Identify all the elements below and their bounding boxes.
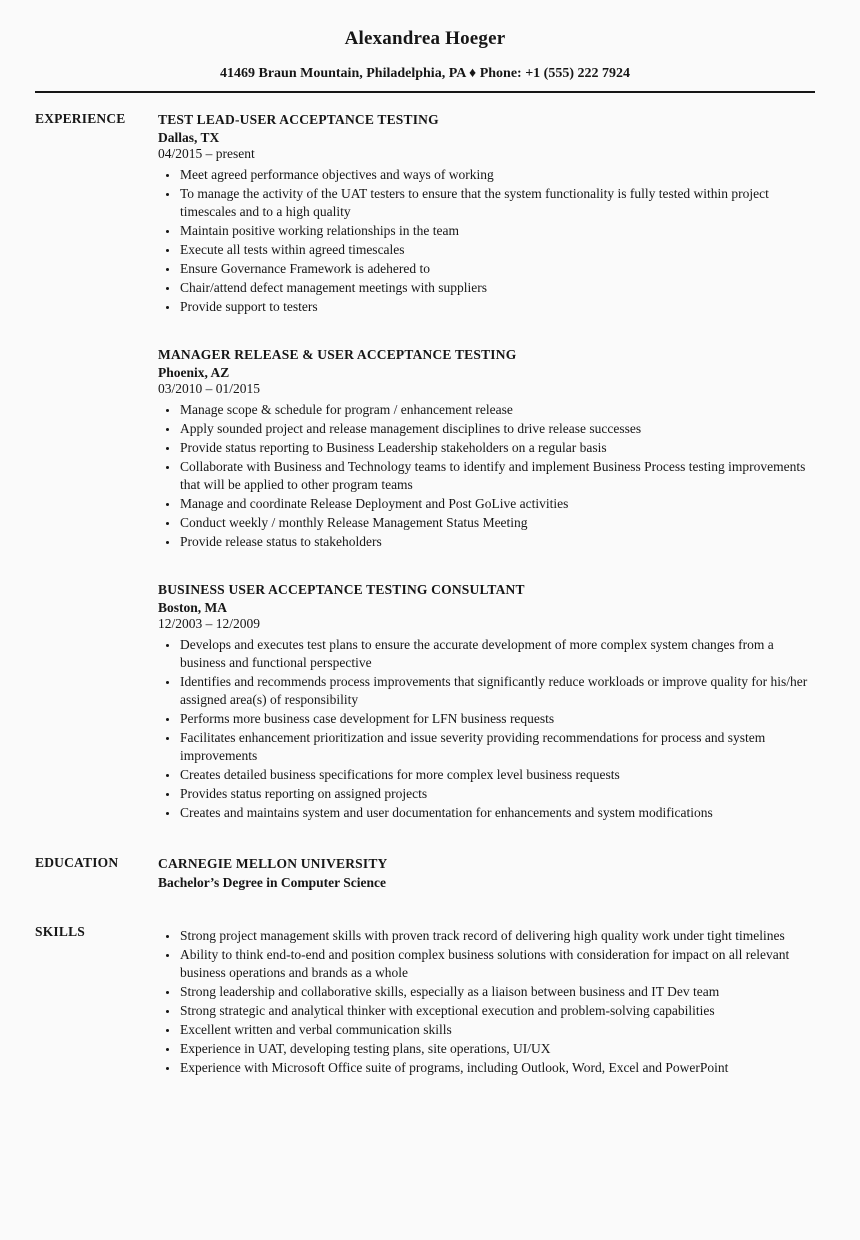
- job-dates: 04/2015 – present: [158, 146, 255, 161]
- bullet-list: [158, 636, 815, 822]
- section-label: EXPERIENCE: [35, 111, 126, 126]
- bullet-item: • Develops and executes test plans to ensure the accurate development of more complex system changes from a business and functional perspective: [179, 636, 815, 672]
- bullet-item: • Strong project management skills with proven track record of delivering high quality work under tight timelines: [179, 927, 815, 945]
- job-dates: 03/2010 – 01/2015: [158, 381, 261, 396]
- person-name: Alexandrea Hoeger: [344, 28, 506, 49]
- section-label: EDUCATION: [35, 855, 119, 870]
- resume-header: [35, 28, 815, 82]
- bullet-list: [158, 166, 815, 316]
- section-body: [158, 110, 815, 823]
- bullet-item: • Experience with Microsoft Office suite of programs, including Outlook, Word, Excel and PowerPoint: [179, 1059, 815, 1077]
- bullet-item: • To manage the activity of the UAT testers to ensure that the system functionality is fully tested within project timescales and to a high quality: [179, 185, 815, 221]
- job-title: TEST LEAD-USER ACCEPTANCE TESTING: [158, 112, 439, 127]
- bullet-item: • Provide support to testers: [179, 298, 815, 316]
- resume-entry: [158, 927, 815, 1077]
- bullet-item: • Maintain positive working relationships in the team: [179, 222, 815, 240]
- job-title: BUSINESS USER ACCEPTANCE TESTING CONSULTANT: [158, 582, 525, 597]
- bullet-item: • Creates and maintains system and user documentation for enhancements and system modifications: [179, 804, 815, 822]
- bullet-item: • Provide status reporting to Business Leadership stakeholders on a regular basis: [179, 439, 815, 457]
- bullet-item: • Manage and coordinate Release Deployment and Post GoLive activities: [179, 495, 815, 513]
- job-location: Phoenix, AZ: [158, 365, 230, 380]
- section-body: [158, 923, 815, 1078]
- bullet-item: • Provides status reporting on assigned projects: [179, 785, 815, 803]
- bullet-item: • Excellent written and verbal communication skills: [179, 1021, 815, 1039]
- job-subtitle: Bachelor’s Degree in Computer Science: [158, 875, 386, 890]
- bullet-item: • Performs more business case development for LFN business requests: [179, 710, 815, 728]
- bullet-item: • Chair/attend defect management meetings with suppliers: [179, 279, 815, 297]
- bullet-item: • Strong leadership and collaborative skills, especially as a liaison between business and IT Dev team: [179, 983, 815, 1001]
- bullet-item: • Creates detailed business specifications for more complex level business requests: [179, 766, 815, 784]
- job-location: Boston, MA: [158, 600, 228, 615]
- section-body: [158, 854, 815, 892]
- contact-line: 41469 Braun Mountain, Philadelphia, PA ♦ Phone: +1 (555) 222 7924: [219, 66, 630, 81]
- resume-section: [35, 110, 815, 823]
- resume-entry: [158, 345, 815, 551]
- bullet-item: • Identifies and recommends process improvements that significantly reduce workloads or improve quality for his/her assigned area(s) of responsibility: [179, 673, 815, 709]
- bullet-item: • Meet agreed performance objectives and ways of working: [179, 166, 815, 184]
- resume-section: [35, 854, 815, 892]
- resume-section: [35, 923, 815, 1078]
- bullet-list: [158, 927, 815, 1077]
- bullet-item: • Apply sounded project and release management disciplines to drive release successes: [179, 420, 815, 438]
- bullet-item: • Experience in UAT, developing testing plans, site operations, UI/UX: [179, 1040, 815, 1058]
- bullet-item: • Facilitates enhancement prioritization and issue severity providing recommendations for process and system improvements: [179, 729, 815, 765]
- bullet-item: • Ensure Governance Framework is adehered to: [179, 260, 815, 278]
- bullet-item: • Strong strategic and analytical thinker with exceptional execution and problem-solving capabilities: [179, 1002, 815, 1020]
- bullet-list: [158, 401, 815, 551]
- bullet-item: • Provide release status to stakeholders: [179, 533, 815, 551]
- job-title: CARNEGIE MELLON UNIVERSITY: [158, 856, 388, 871]
- bullet-item: • Execute all tests within agreed timescales: [179, 241, 815, 259]
- section-label: SKILLS: [35, 924, 85, 939]
- resume-entry: [158, 580, 815, 822]
- bullet-item: • Conduct weekly / monthly Release Management Status Meeting: [179, 514, 815, 532]
- bullet-item: • Collaborate with Business and Technology teams to identify and implement Business Process testing improvements that will be applied to other program teams: [179, 458, 815, 494]
- bullet-item: • Ability to think end-to-end and position complex business solutions with consideration for impact on all relevant business operations and brands as a whole: [179, 946, 815, 982]
- bullet-item: • Manage scope & schedule for program / enhancement release: [179, 401, 815, 419]
- job-title: MANAGER RELEASE & USER ACCEPTANCE TESTING: [158, 347, 517, 362]
- job-location: Dallas, TX: [158, 130, 220, 145]
- resume-entry: [158, 110, 815, 316]
- job-dates: 12/2003 – 12/2009: [158, 616, 261, 631]
- resume-entry: [158, 854, 815, 892]
- header-divider: [35, 91, 815, 93]
- resume-sections: [35, 110, 815, 1078]
